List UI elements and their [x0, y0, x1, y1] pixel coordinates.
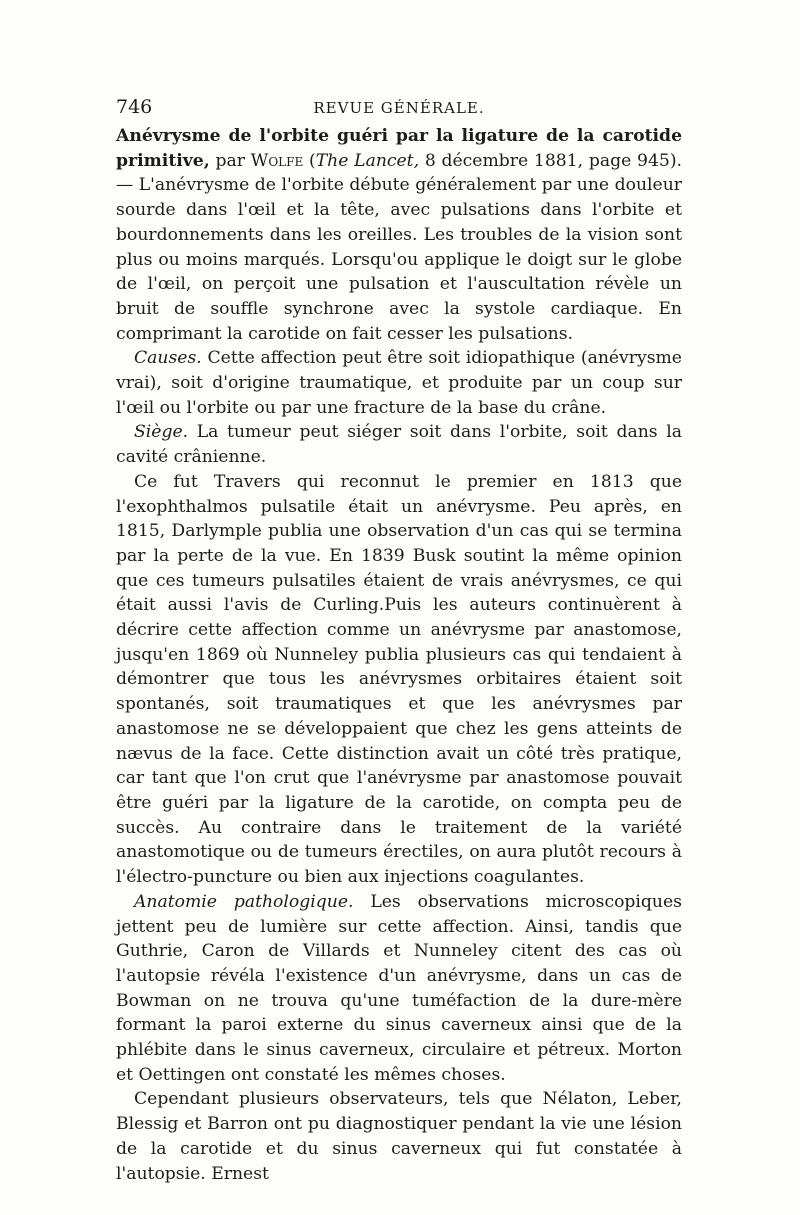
siege-text: La tumeur peut siéger soit dans l'orbite, soit dans la cavité crânienne.: [116, 422, 682, 468]
causes-paragraph: [116, 346, 682, 420]
page-header: [116, 96, 682, 122]
article-body: [116, 124, 682, 1186]
siege-paragraph: [116, 420, 682, 469]
anatomie-text: Les observations microscopiques jettent peu de lumière sur cette affection. Ainsi, tandis que Guthrie, Caron de Villards et Nunneley citent des cas où l'autopsie révéla l'existence d'un anévrysme, dans un cas de Bowman on ne trouva qu'une tuméfaction de la dure-mère formant la paroi externe du sinus caverneux ainsi que de la phlébite dans le sinus caverneux, circulaire et pétreux. Morton et Oettingen ont constaté les mêmes choses.: [116, 891, 682, 1085]
final-text: Cependant plusieurs observateurs, tels que Nélaton, Leber, Blessig et Barron ont pu diagnostiquer pendant la vie une lésion de la carotide et du sinus caverneux qui fut constatée à l'autopsie. Ernest: [116, 1089, 682, 1184]
article-title: Anévrysme de l'orbite guéri par la ligature de la carotide primitive,: [116, 126, 682, 171]
running-title: REVUE GÉNÉRALE.: [313, 99, 485, 117]
anatomie-heading: Anatomie pathologique.: [134, 891, 354, 912]
intro-text: — L'anévrysme de l'orbite débute généralement par une douleur sourde dans l'œil et la tête, avec pulsations dans l'orbite et bourdonnements dans les oreilles. Les troubles de la vision sont plus ou moins marqués. Lorsqu'ou applique le doigt sur le globe de l'œil, on perçoit une pulsation et l'auscultation révèle un bruit de souffle synchrone avec la systole cardiaque. En comprimant la carotide on fait cesser les pulsations.: [116, 175, 682, 344]
history-paragraph: [116, 470, 682, 890]
author-prefix: par: [215, 150, 245, 171]
journal-name: The Lancet,: [315, 150, 420, 171]
anatomie-paragraph: [116, 890, 682, 1088]
citation-details: 8 décembre 1881, page 945).: [424, 150, 682, 171]
siege-heading: Siège.: [134, 422, 189, 443]
history-text: Ce fut Travers qui reconnut le premier en 1813 que l'exophthalmos pulsatile était un anévrysme. Peu après, en 1815, Darlymple publia une observation d'un cas qui se termina par la perte de la vue. En 1839 Busk soutint la même opinion que ces tumeurs pulsatiles étaient de vrais anévrysmes, ce qui était aussi l'avis de Curling.Puis les auteurs continuèrent à décrire cette affection comme un anévrysme par anastomose, jusqu'en 1869 où Nunneley publia plusieurs cas qui tendaient à démontrer que tous les anévrysmes orbitaires étaient soit spontanés, soit traumatiques et que les anévrysmes par anastomose ne se développaient que chez les gens atteints de nævus de la face. Cette distinction avait un côté très pratique, car tant que l'on crut que l'anévrysme par anastomose pouvait être guéri par la ligature de la carotide, on compta peu de succès. Au contraire dans le traitement de la variété anastomotique ou de tumeurs érectiles, on aura plutôt recours à l'électro-puncture ou bien aux injections coagulantes.: [116, 471, 682, 888]
author-name: Wolfe: [250, 150, 304, 171]
citation-open: (: [308, 150, 316, 171]
final-paragraph: [116, 1087, 682, 1186]
causes-text: Cette affection peut être soit idiopathique (anévrysme vrai), soit d'origine traumatique, et produite par un coup sur l'œil ou l'orbite ou par une fracture de la base du crâne.: [116, 348, 682, 418]
causes-heading: Causes.: [134, 348, 202, 369]
intro-paragraph: [116, 124, 682, 346]
page-number: 746: [116, 96, 153, 118]
